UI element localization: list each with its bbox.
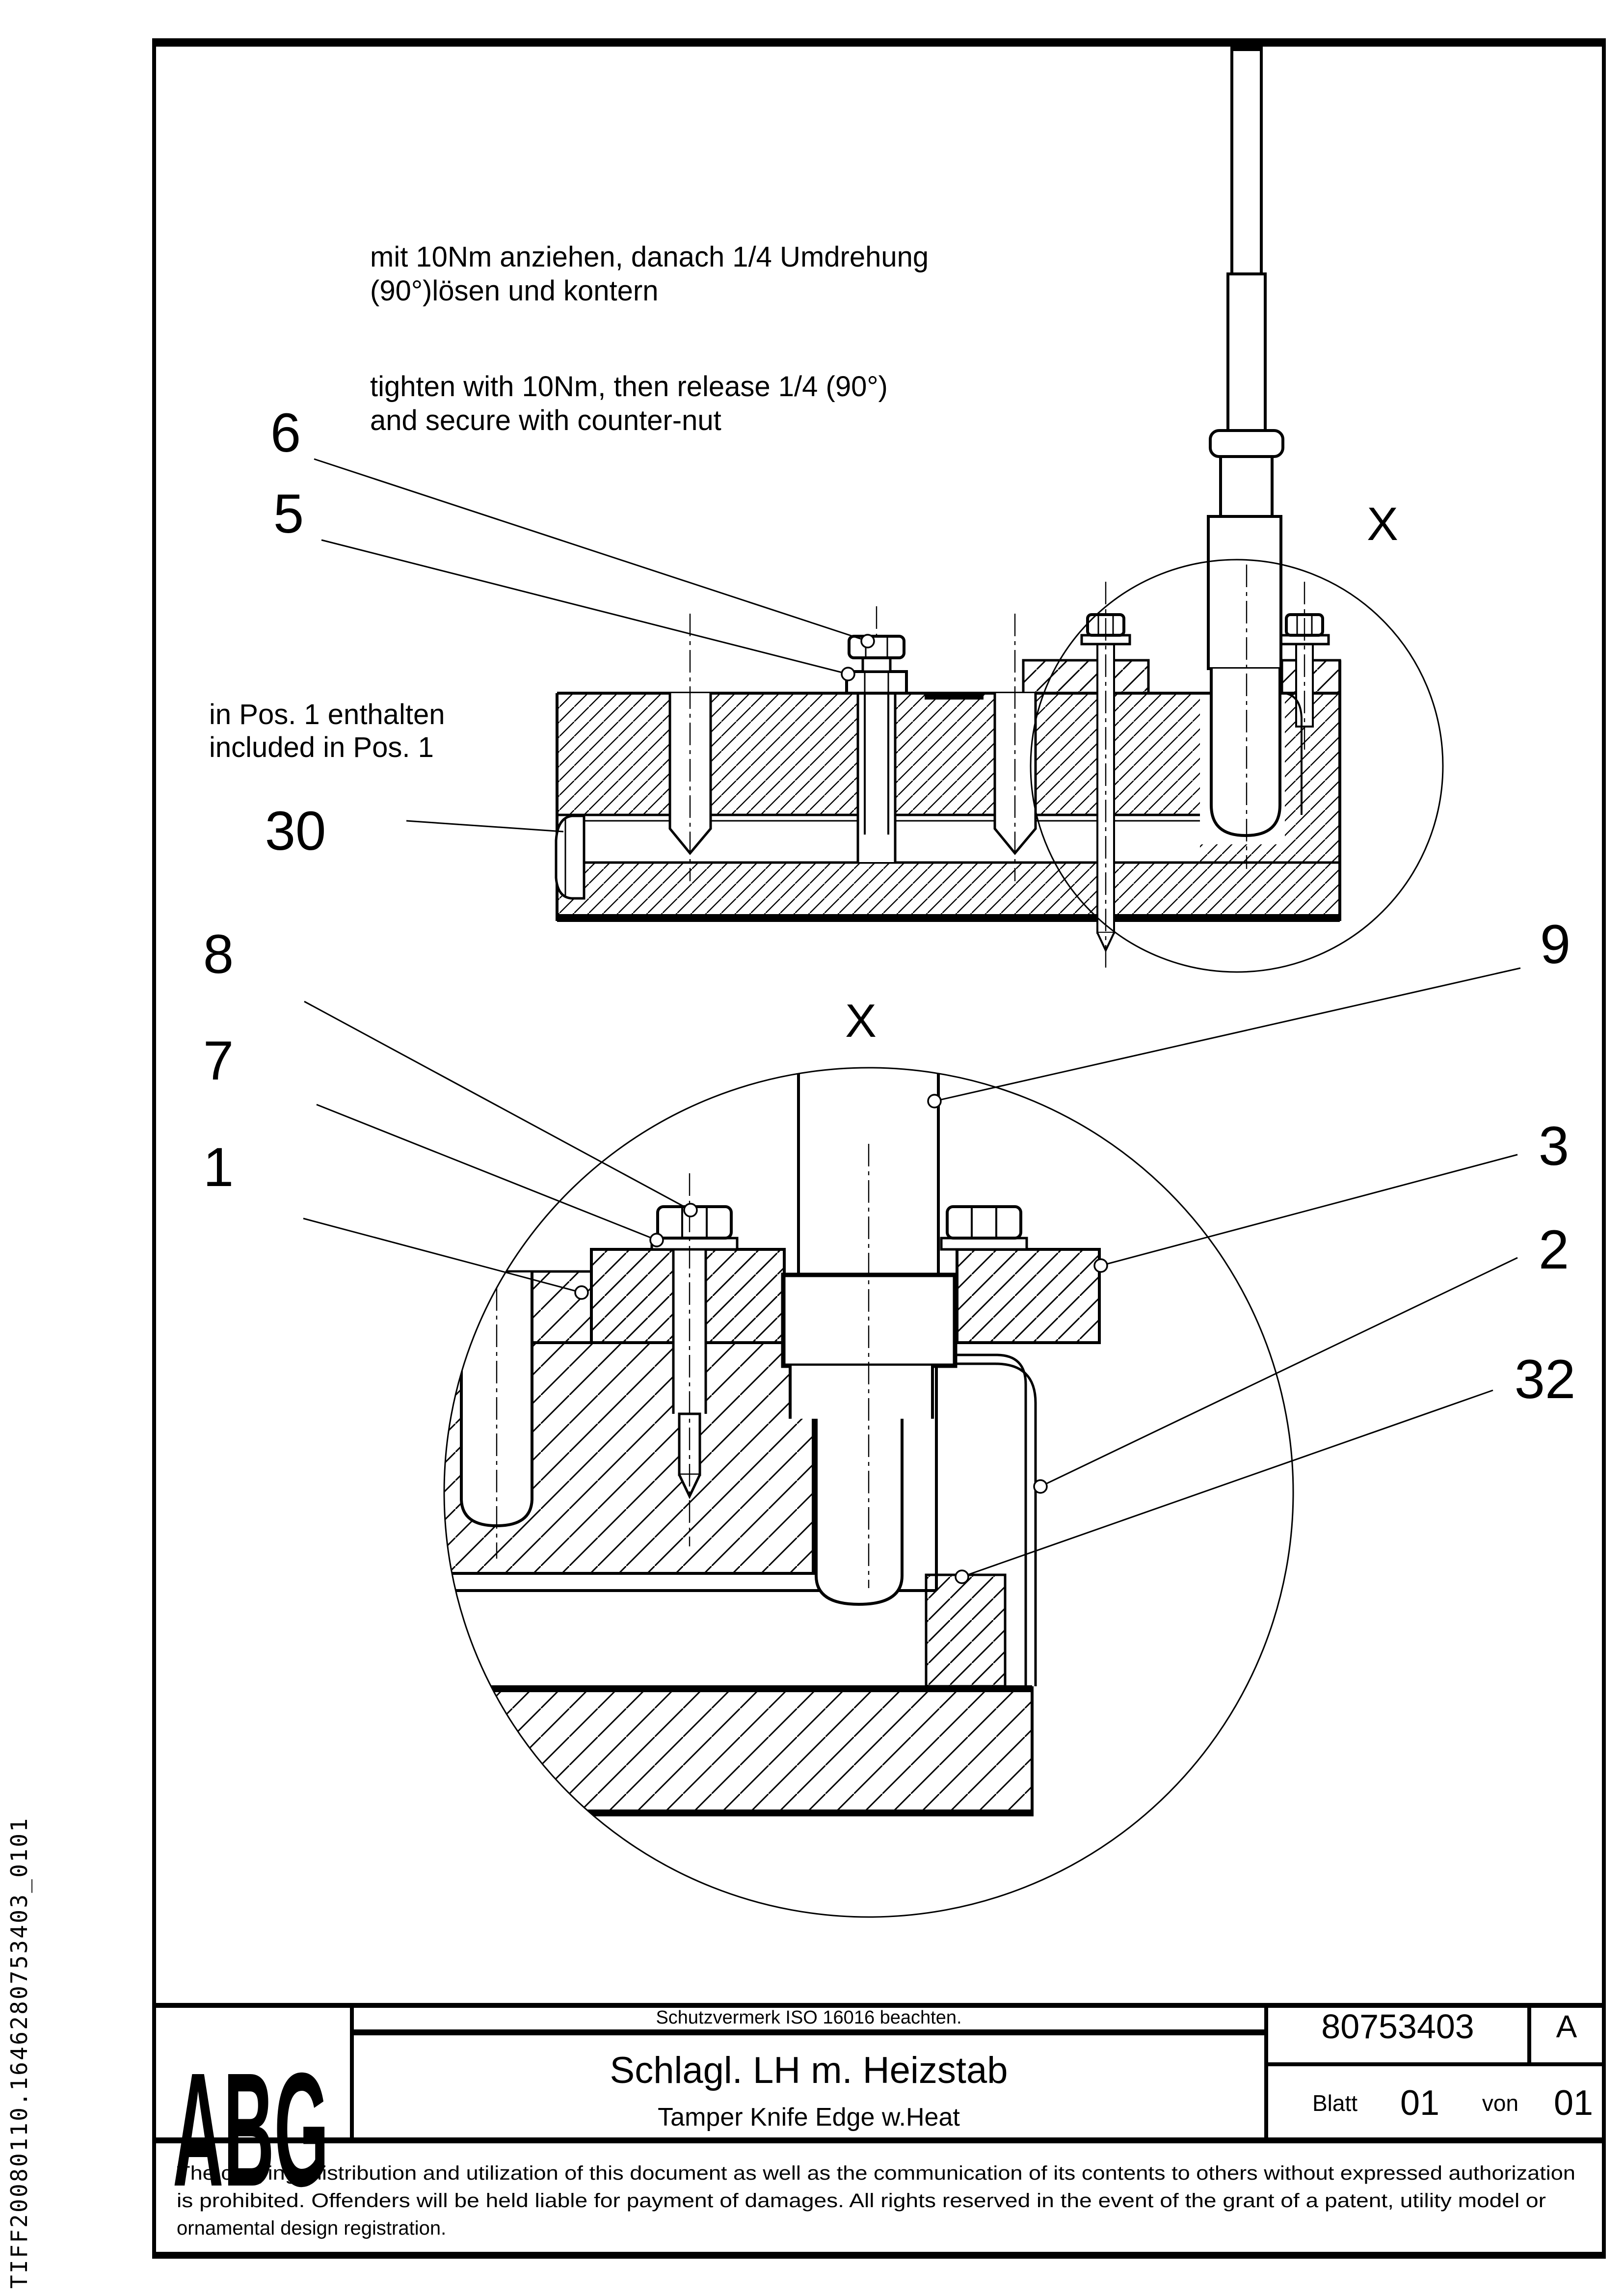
bottom-plate-hatch <box>432 1690 1032 1813</box>
detail-view-x <box>432 995 1293 1917</box>
counter-nut <box>847 672 906 693</box>
side-file-code: TIFF20080110.1646280753403_0101 <box>6 1817 32 2289</box>
note-torque-de-1: mit 10Nm anziehen, danach 1/4 Umdrehung <box>370 241 929 273</box>
tamper-rod-mid-fill <box>791 1366 931 1419</box>
note-included-de: in Pos. 1 enthalten <box>209 699 445 730</box>
leader-8 <box>304 1001 691 1210</box>
callout-8: 8 <box>203 923 234 985</box>
leader-3 <box>1101 1155 1517 1266</box>
disclaimer-line-1: The copying, distribution and utilization of this document as well as the communication of its contents to others without expressed authorization <box>177 2162 1576 2184</box>
detail-marker-upper: X <box>1366 498 1399 550</box>
leader-6-dot <box>861 635 874 648</box>
leader-8-dot <box>684 1204 697 1216</box>
callout-30: 30 <box>265 800 326 862</box>
callout-9: 9 <box>1540 914 1571 975</box>
leader-1-dot <box>575 1286 588 1299</box>
leader-7-dot <box>650 1234 663 1246</box>
annotations <box>6 241 929 2289</box>
center-bolt-head <box>849 636 904 658</box>
washer-right <box>941 1238 1027 1249</box>
disclaimer-line-2: is prohibited. Offenders will be held liable for payment of damages. All rights reserved in the event of the grant of a patent, utility model or <box>177 2190 1546 2212</box>
heat-rod-flange <box>1210 431 1283 457</box>
leader-9-dot <box>928 1095 941 1107</box>
tb-title-en: Tamper Knife Edge w.Heat <box>658 2103 960 2132</box>
leader-5-dot <box>842 668 854 680</box>
tb-sheet-number: 01 <box>1400 2083 1440 2123</box>
upper-clamp-left <box>1023 660 1148 693</box>
heat-rod-mid <box>1228 274 1265 432</box>
callout-7: 7 <box>203 1030 234 1091</box>
tb-of-label: von <box>1482 2090 1519 2116</box>
note-torque-de-2: (90°)lösen und kontern <box>370 275 659 307</box>
leader-3-dot <box>1094 1259 1107 1272</box>
clamp-block-right <box>957 1249 1099 1343</box>
detail-view-clipped-content <box>432 1073 1099 1816</box>
callout-1: 1 <box>203 1136 234 1198</box>
heat-rod-neck <box>1221 457 1272 516</box>
leader-2-dot <box>1034 1480 1047 1493</box>
leader-2 <box>1040 1258 1517 1486</box>
heat-rod-body <box>1208 516 1281 669</box>
callout-2: 2 <box>1538 1219 1570 1280</box>
tb-revision: A <box>1556 2009 1577 2044</box>
upper-surface-notch <box>925 693 984 700</box>
spacer-block-32 <box>926 1575 1005 1686</box>
tb-drawing-number: 80753403 <box>1321 2007 1474 2046</box>
leader-32-dot <box>956 1570 968 1583</box>
detail-marker-lower: X <box>845 995 877 1047</box>
leader-1 <box>303 1218 582 1293</box>
tb-title-de: Schlagl. LH m. Heizstab <box>610 2050 1008 2091</box>
tb-protection-note: Schutzvermerk ISO 16016 beachten. <box>656 2007 962 2028</box>
leader-9 <box>934 968 1520 1101</box>
callout-6: 6 <box>270 402 301 463</box>
callout-3: 3 <box>1538 1115 1570 1177</box>
tb-sheet-label: Blatt <box>1312 2090 1358 2116</box>
bolt-head-right <box>947 1207 1021 1238</box>
callout-32: 32 <box>1514 1349 1576 1410</box>
upper-baseplate-hatch <box>557 863 1340 917</box>
leader-5 <box>321 540 848 674</box>
tamper-rod-tip <box>816 1419 902 1604</box>
title-block <box>154 2005 1604 2239</box>
note-torque-en-1: tighten with 10Nm, then release 1/4 (90°) <box>370 371 888 403</box>
callout-5: 5 <box>273 483 304 544</box>
pin-30 <box>556 816 584 898</box>
note-torque-en-2: and secure with counter-nut <box>370 405 721 436</box>
disclaimer-line-3: ornamental design registration. <box>177 2217 447 2239</box>
leader-30 <box>406 821 563 832</box>
washer-7 <box>652 1238 737 1249</box>
upper-body-hatch-under-rod <box>1200 844 1285 863</box>
note-included-en: included in Pos. 1 <box>209 731 434 763</box>
abg-logo: ABG <box>173 2039 329 2220</box>
heat-rod-top <box>1232 47 1261 274</box>
leader-6 <box>314 459 868 641</box>
heat-rod-lower-end <box>1211 669 1280 836</box>
upper-section-view <box>556 47 1443 972</box>
leader-7 <box>317 1105 657 1240</box>
tb-sheet-total: 01 <box>1553 2083 1594 2123</box>
